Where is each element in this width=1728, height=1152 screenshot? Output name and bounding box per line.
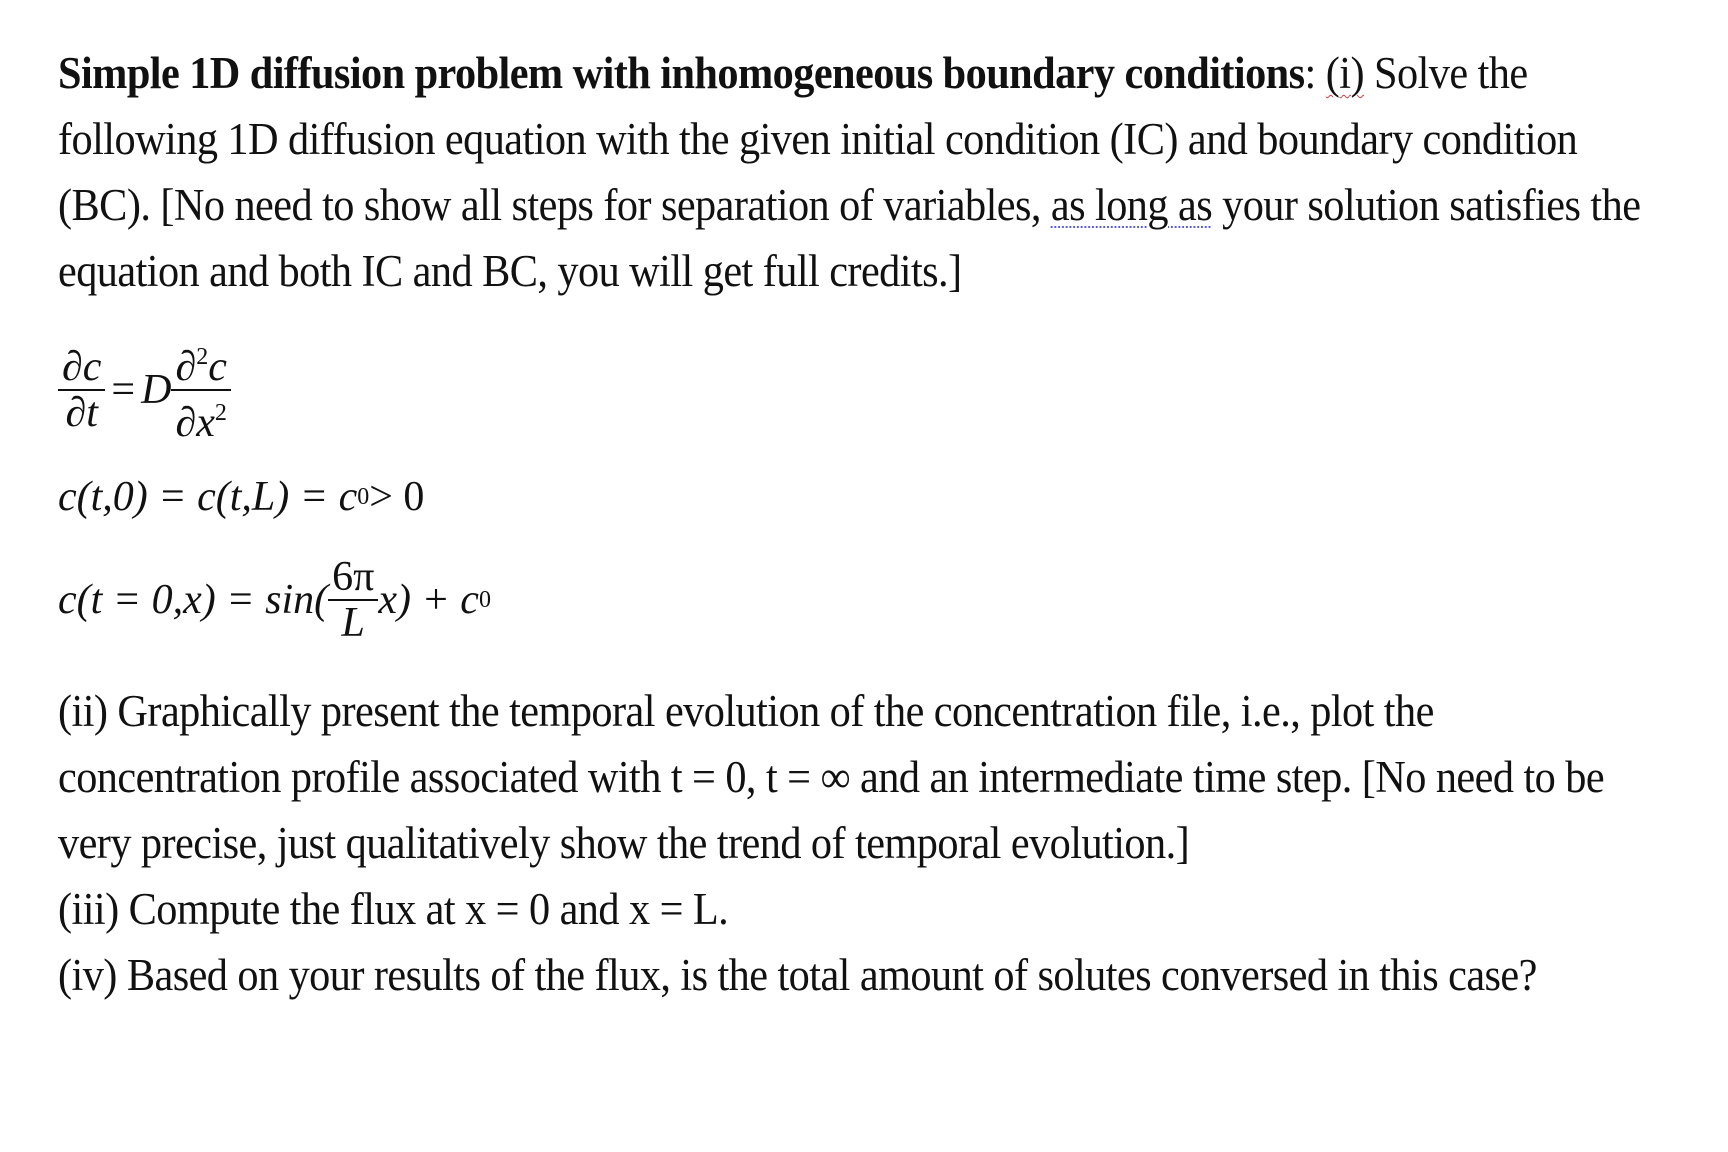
time-derivative [58,345,105,435]
part-iii: (iii) Compute the flux at x = 0 and x = L. [58,884,729,934]
diffusion-equation [58,326,1678,454]
ic-fraction [328,555,378,645]
part-ii-line-3: very precise, just qualitatively show the trend of temporal evolution.] [58,818,1190,868]
remaining-parts [58,678,1678,1008]
equals-sign: = [111,367,136,413]
line3-end: your solution satisfies the [1212,180,1641,230]
diffusion-coefficient: D [141,367,172,413]
problem-line-3 [58,172,1641,238]
part-ii-line-2: concentration profile associated with t = 0, t = ∞ and an intermediate time step. [No need to be [58,752,1605,802]
lhs-denominator: ∂t [65,390,98,436]
rhs-numerator: ∂$^2$c [175,344,227,390]
ic-rhs: x) + c [378,577,479,623]
ic-subscript: 0 [478,586,491,613]
problem-line-4: equation and both IC and BC, you will get full credits.] [58,246,962,296]
ic-lhs: c(t = 0,x) = sin( [58,577,329,623]
part-ii-line-1: (ii) Graphically present the temporal evolution of the concentration file, i.e., plot the [58,686,1434,736]
second-spatial-derivative [171,335,230,445]
problem-line-1 [58,40,1581,106]
problem-line-2: following 1D diffusion equation with the given initial condition (IC) and boundary condition [58,114,1578,164]
bc-subscript: 0 [357,483,370,510]
ic-frac-denominator: L [341,600,365,646]
rhs-denominator: $\partial x^2$ [175,400,227,446]
bc-expression: c(t,0) = c(t,L) = c [58,474,358,520]
part-iv: (iv) Based on your results of the flux, is the total amount of solutes conversed in this case? [58,950,1537,1000]
lhs-numerator: ∂c [62,344,102,390]
line1-rest: Solve the [1364,48,1528,98]
part-i-label: (i) [1325,48,1365,98]
line3-start: (BC). [No need to show all steps for separation of variables, [58,180,1051,230]
problem-title: Simple 1D diffusion problem with inhomogeneous boundary conditions [58,48,1305,98]
problem-document [58,40,1678,1008]
initial-condition [58,540,1678,660]
ic-frac-numerator: 6π [332,554,375,600]
title-colon: : [1304,48,1326,98]
boundary-condition [58,462,1678,532]
bc-inequality: > 0 [369,474,425,520]
grammar-flagged-phrase: as long as [1050,180,1213,230]
